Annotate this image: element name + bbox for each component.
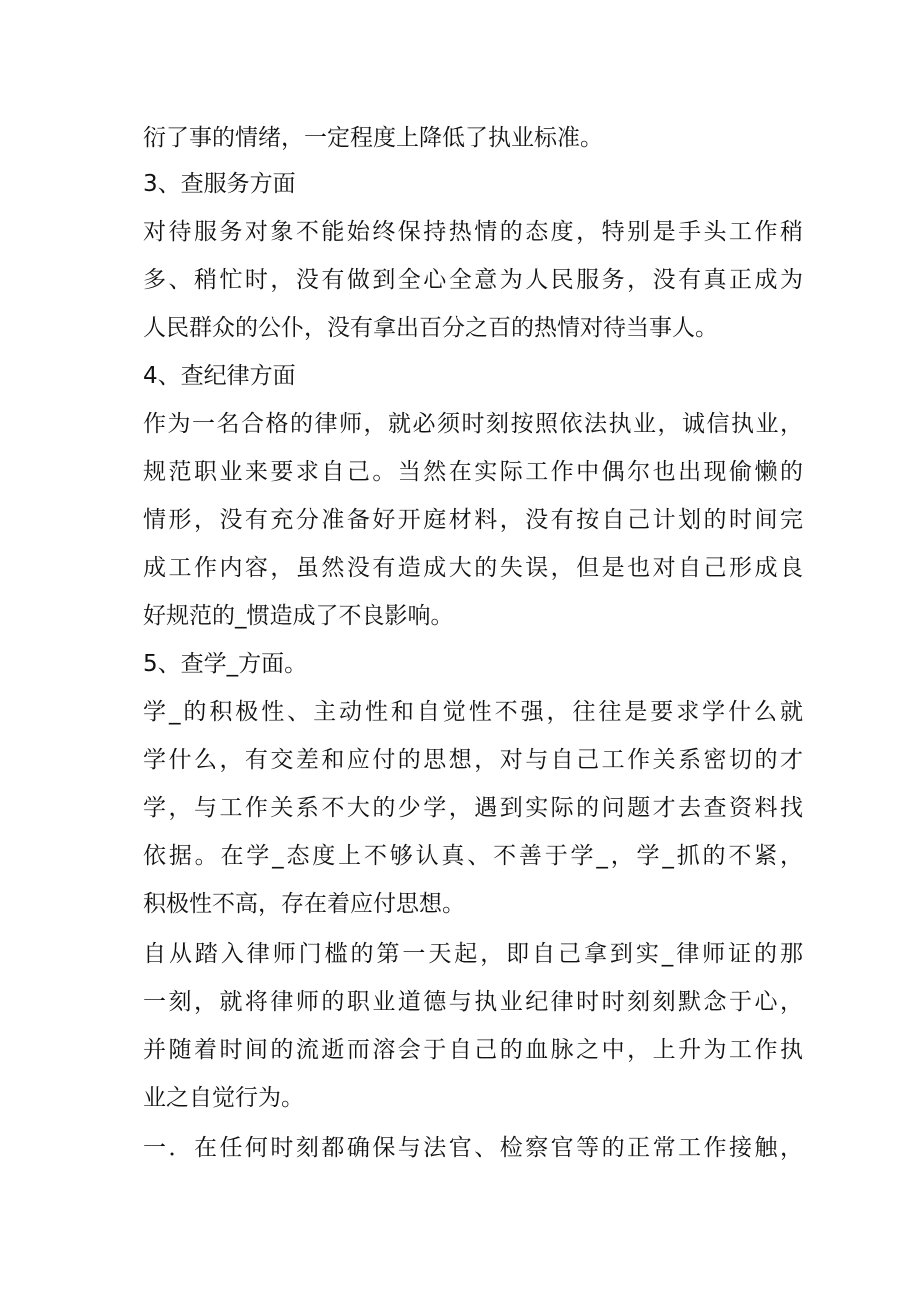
text-line: 好规范的_惯造成了不良影响。 [143,603,454,629]
text-line: 一．在任何时刻都确保与法官、检察官等的正常工作接触， [143,1135,803,1161]
text-line: 规范职业来要求自己。当然在实际工作中偶尔也出现偷懒的 [143,459,803,485]
section-heading: 5、查学_方面。 [143,651,308,677]
text-line: 积极性不高，存在着应付思想。 [143,891,465,917]
text-line: 学_的积极性、主动性和自觉性不强，往往是要求学什么就 [143,699,803,725]
section-heading: 3、查服务方面 [143,171,296,197]
text-line: 学什么，有交差和应付的思想，对与自己工作关系密切的才 [143,747,803,773]
text-line: 并随着时间的流逝而溶会于自己的血脉之中，上升为工作执 [143,1037,803,1063]
text-line: 对待服务对象不能始终保持热情的态度，特别是手头工作稍 [143,219,803,245]
text-line: 学，与工作关系不大的少学，遇到实际的问题才去查资料找 [143,795,803,821]
section-heading: 4、查纪律方面 [143,363,296,389]
text-line: 依据。在学_态度上不够认真、不善于学_，学_抓的不紧， [143,843,803,869]
text-line: 一刻，就将律师的职业道德与执业纪律时时刻刻默念于心， [143,989,803,1015]
text-line: 作为一名合格的律师，就必须时刻按照依法执业，诚信执业， [143,411,803,437]
text-line: 自从踏入律师门槛的第一天起，即自己拿到实_律师证的那 [143,941,803,967]
text-line: 多、稍忙时，没有做到全心全意为人民服务，没有真正成为 [143,267,803,293]
text-line: 成工作内容，虽然没有造成大的失误，但是也对自己形成良 [143,555,803,581]
text-line: 情形，没有充分准备好开庭材料，没有按自己计划的时间完 [143,507,803,533]
text-line: 人民群众的公仆，没有拿出百分之百的热情对待当事人。 [143,315,718,341]
text-line: 衍了事的情绪，一定程度上降低了执业标准。 [143,125,603,151]
text-line: 业之自觉行为。 [143,1085,304,1111]
